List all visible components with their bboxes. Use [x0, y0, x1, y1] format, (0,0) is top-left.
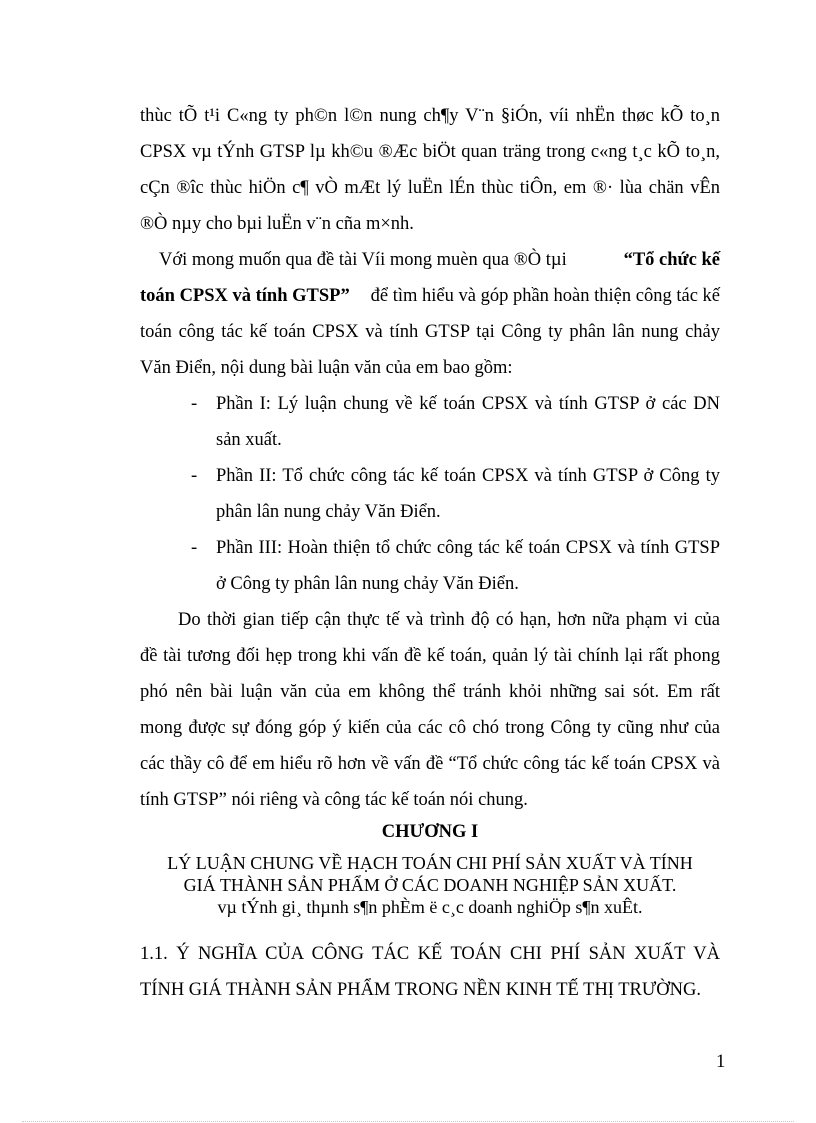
section-heading-line-2: TÍNH GIÁ THÀNH SẢN PHẨM TRONG NỀN KINH TẾ THỊ TRƯỜNG. [140, 980, 701, 1000]
section-heading-line-1: 1.1. Ý NGHĨA CỦA CÔNG TÁC KẾ TOÁN CHI PHÍ SẢN XUẤT VÀ [140, 944, 720, 964]
topic-line-1 [159, 248, 720, 272]
chapter-title: CHƯƠNG I [381, 822, 479, 842]
intro-line-2: CPSX vµ tÝnh GTSP lµ kh©u ®Æc biÖt quan träng trong c«ng t¸c kÕ to¸n, [140, 142, 720, 162]
closing-line-2: đề tài tương đối hẹp trong khi vấn đề kế toán, quản lý tài chính lại rất phong [140, 646, 720, 666]
topic-line-2 [140, 284, 720, 308]
topic-line-1-bold: “Tổ chức kế [623, 250, 720, 270]
part-1-line-1: Phần I: Lý luận chung về kế toán CPSX và tính GTSP ở các DN [216, 394, 720, 414]
intro-line-3: cÇn ®îc thùc hiÖn c¶ vÒ mÆt lý luËn lÉn thùc tiÔn, em ®· lùa chän vÊn [140, 178, 720, 198]
topic-line-2-bold: toán CPSX và tính GTSP” [140, 286, 350, 306]
part-2-line-2: phân lân nung chảy Văn Điển. [216, 502, 441, 522]
closing-line-4: mong được sự đóng góp ý kiến của các cô chó trong Công ty cũng như của [140, 718, 720, 738]
list-bullet: - [191, 466, 198, 486]
closing-line-6: tính GTSP” nói riêng và công tác kế toán nói chung. [140, 790, 528, 810]
chapter-subtitle-line-1: LÝ LUẬN CHUNG VỀ HẠCH TOÁN CHI PHÍ SẢN XUẤT VÀ TÍNH [167, 853, 693, 873]
topic-line-2-rest: để tìm hiểu và góp phần hoàn thiện công tác kế [370, 286, 720, 306]
intro-line-1: thùc tÕ t¹i C«ng ty ph©n l©n nung ch¶y V¨n §iÓn, víi nhËn thøc kÕ to¸n [140, 106, 720, 126]
topic-line-1-prefix: Với mong muốn qua đề tài Víi mong muèn qua ®Ò tµi [159, 250, 567, 270]
part-1-line-2: sản xuất. [216, 430, 282, 450]
page-number: 1 [716, 1052, 726, 1072]
intro-line-4: ®Ò nµy cho bµi luËn v¨n cña m×nh. [140, 214, 414, 234]
chapter-subtitle-line-3: vµ tÝnh gi¸ thµnh s¶n phÈm ë c¸c doanh nghiÖp s¶n xuÊt. [217, 897, 643, 917]
list-bullet: - [191, 538, 198, 558]
page-bottom-divider [22, 1121, 794, 1122]
part-2-line-1: Phần II: Tổ chức công tác kế toán CPSX và tính GTSP ở Công ty [216, 466, 720, 486]
part-3-line-2: ở Công ty phân lân nung chảy Văn Điển. [216, 574, 519, 594]
closing-line-3: phó nên bài luận văn của em không thể tránh khỏi những sai sót. Em rất [140, 682, 720, 702]
topic-line-4: Văn Điển, nội dung bài luận văn của em bao gồm: [140, 358, 513, 378]
chapter-subtitle-line-2: GIÁ THÀNH SẢN PHẨM Ở CÁC DOANH NGHIỆP SẢN XUẤT. [183, 875, 677, 895]
list-bullet: - [191, 394, 198, 414]
topic-line-3: toán công tác kế toán CPSX và tính GTSP tại Công ty phân lân nung chảy [140, 322, 720, 342]
part-3-line-1: Phần III: Hoàn thiện tổ chức công tác kế toán CPSX và tính GTSP [216, 538, 720, 558]
closing-line-1: Do thời gian tiếp cận thực tế và trình độ có hạn, hơn nữa phạm vi của [178, 610, 720, 630]
closing-line-5: các thầy cô để em hiểu rõ hơn về vấn đề “Tổ chức công tác kế toán CPSX và [140, 754, 720, 774]
